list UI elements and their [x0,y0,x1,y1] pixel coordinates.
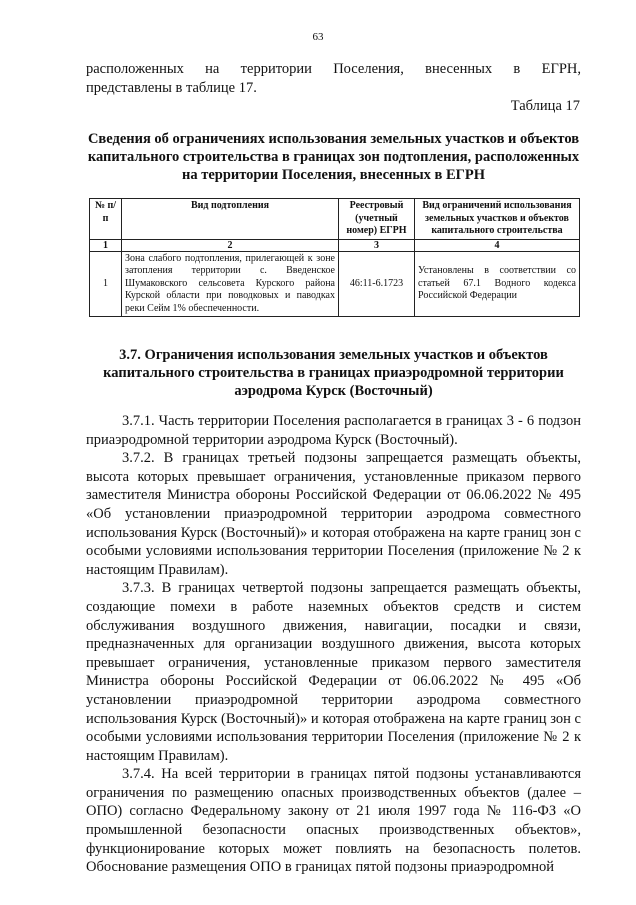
row-flood-type: Зона слабого подтопления, прилегающей к зоне затопления территории с. Введенское Шумаковского сельсовета Курского района Курской области при поводковых и паводках реки Сейм 1% обеспеченности. [122,251,339,317]
body-text [86,412,581,877]
section-heading: 3.7. Ограничения использования земельных участков и объектов капитального строительства в границах приаэродромной территории аэродрома Курск (Восточный) [103,347,564,399]
table-header-row [90,199,580,240]
column-number: 3 [339,239,415,251]
paragraph: 3.7.4. На всей территории в границах пятой подзоны устанавливаются ограничения по размещению опасных производственных объектов (далее – ОПО) согласно Федеральному закону от 21 июля 1997 года № 116-ФЗ «О промышленной безопасности опасных производственных объектов», функционирование которых может повлиять на безопасность полетов. Обоснование размещения ОПО в границах пятой подзоны приаэродромной [86,766,581,876]
paragraph: 3.7.1. Часть территории Поселения располагается в границах 3 - 6 подзон приаэродромной территории аэродрома Курск (Восточный). [86,413,581,448]
column-number-row [90,239,580,251]
table-title: Сведения об ограничениях использования земельных участков и объектов капитального строительства в границах зон подтопления, расположенных на территории Поселения, внесенных в ЕГРН [87,131,580,183]
column-number: 2 [122,239,339,251]
header-registry-number: Реестровый (учетный номер) ЕГРН [339,199,415,240]
header-number: № п/п [90,199,122,240]
page-number: 63 [312,31,324,43]
restrictions-table [89,198,580,317]
intro-line-1: расположенных на территории Поселения, внесенных в ЕГРН, [86,61,581,77]
row-registry-number: 46:11-6.1723 [339,251,415,317]
paragraph: 3.7.3. В границах четвертой подзоны запрещается размещать объекты, создающие помехи в работе наземных объектов средств и систем обслуживания воздушного движения, навигации, посадки и связи, предназначенных для организации воздушного движения, высота которых превышает ограничения, установленные приказом первого заместителя Министра обороны Российской Федерации от 06.06.2022 № 495 «Об установлении приаэродромной территории аэродрома совместного использования Курск (Восточный)» и которая отображена на карте границ зон с особыми условиями использования территории Поселения (приложение № 2 к настоящим Правилам). [86,580,581,764]
intro-line-2: представлены в таблице 17. [86,80,257,96]
paragraph: 3.7.2. В границах третьей подзоны запрещается размещать объекты, высота которых превышает ограничения, установленные приказом первого заместителя Министра обороны Российской Федерации от 06.06.2022 № 495 «Об установлении приаэродромной территории аэродрома совместного использования Курск (Восточный)» и которая отображена на карте границ зон с особыми условиями использования территории Поселения (приложение № 2 к настоящим Правилам). [86,450,581,578]
column-number: 4 [415,239,580,251]
header-restriction-type: Вид ограничений использования земельных участков и объектов капитального строительства [415,199,580,240]
column-number: 1 [90,239,122,251]
header-flood-type: Вид подтопления [122,199,339,240]
table-row [90,251,580,317]
table-label: Таблица 17 [510,98,580,114]
row-number: 1 [90,251,122,317]
row-restriction-type: Установлены в соответствии со статьей 67.1 Водного кодекса Российской Федерации [415,251,580,317]
intro-text [86,60,581,98]
